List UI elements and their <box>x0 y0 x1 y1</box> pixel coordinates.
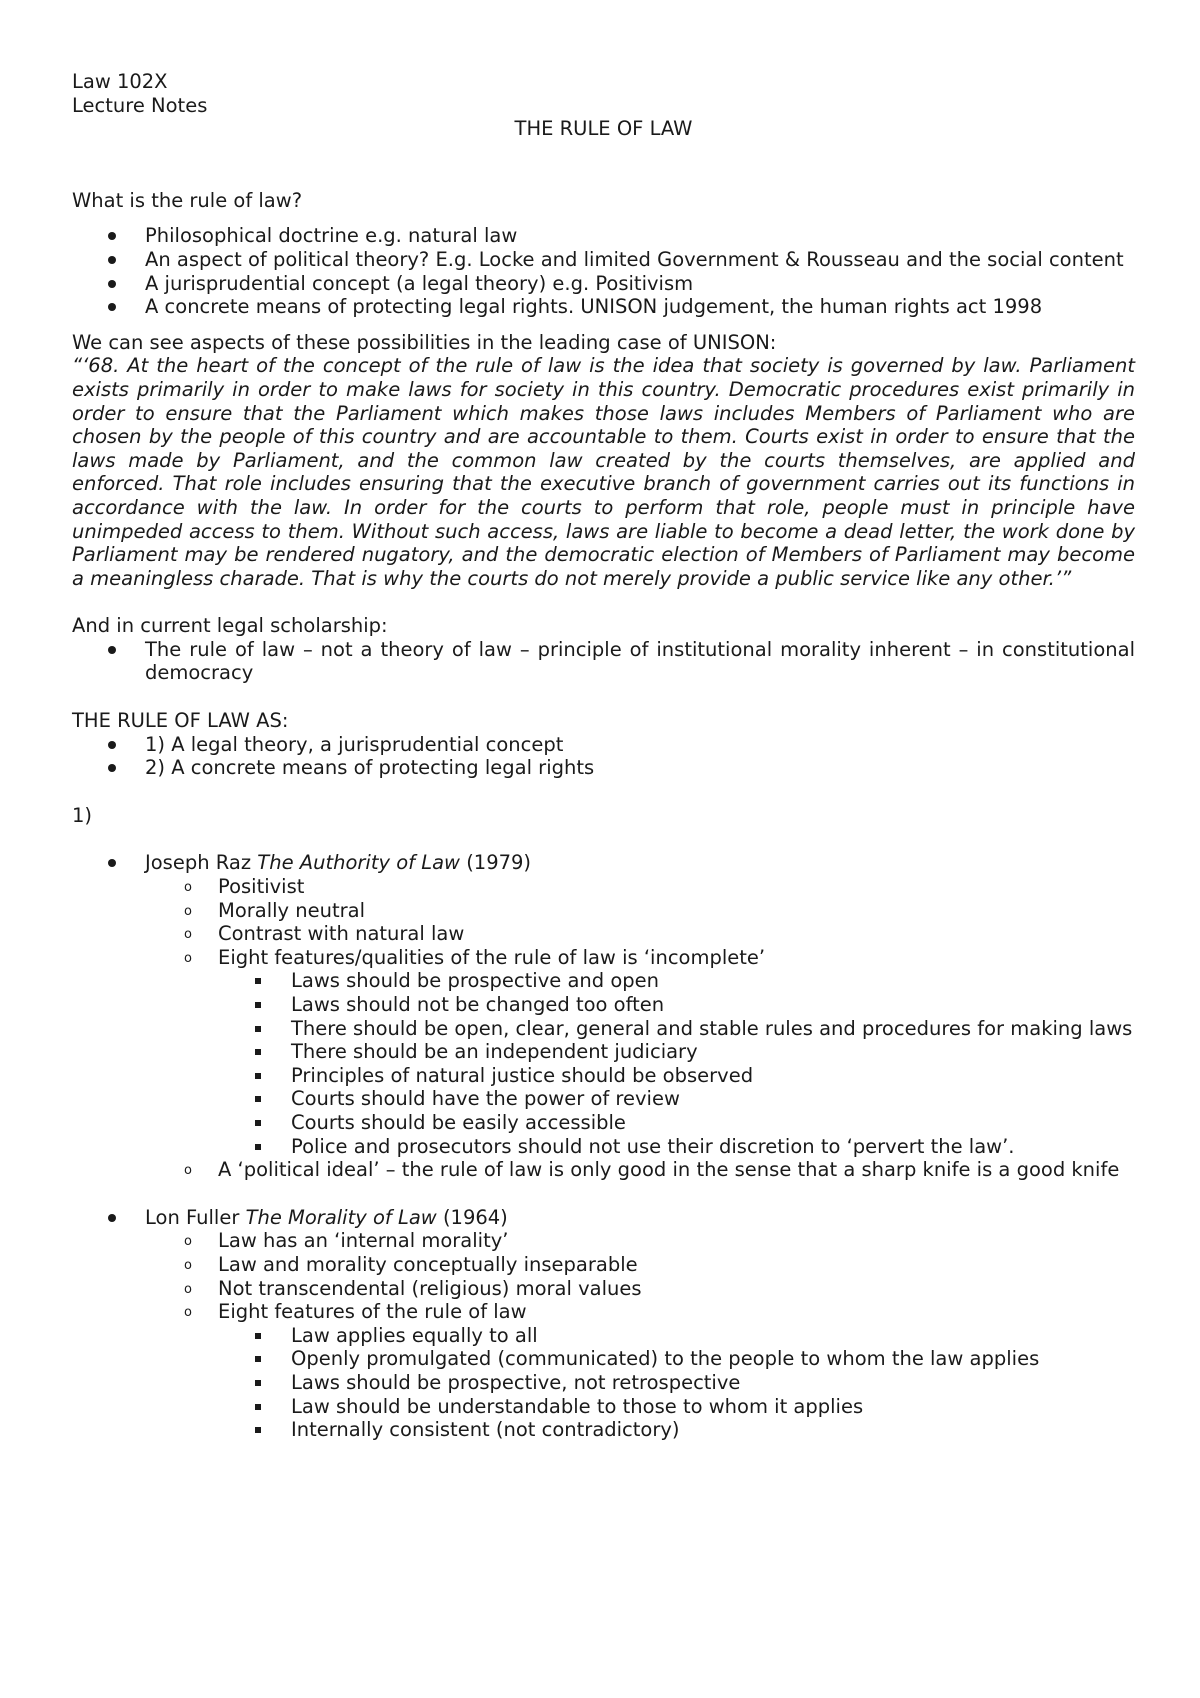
list-item: There should be open, clear, general and stable rules and procedures for making laws <box>291 1016 1133 1040</box>
unison-lead: We can see aspects of these possibilities in the leading case of UNISON: <box>72 330 777 354</box>
part-label: 1) <box>72 803 93 827</box>
list-item-fuller: Lon Fuller The Morality of Law (1964) <box>145 1205 508 1229</box>
document-page <box>72 70 1135 1442</box>
list-item: o Contrast with natural law <box>72 922 1135 946</box>
list-item: A concrete means of protecting legal rights. UNISON judgement, the human rights act 1998 <box>145 295 1043 319</box>
list-item: o Eight features of the rule of law <box>72 1300 1135 1324</box>
list-item: Law should be understandable to those to whom it applies <box>291 1394 864 1418</box>
list-item: 1) A legal theory, a jurisprudential concept <box>145 732 564 756</box>
course-code: Law 102X <box>72 70 168 93</box>
circle-bullet-icon: o <box>184 1163 192 1179</box>
list-item: Internally consistent (not contradictory) <box>291 1418 680 1442</box>
list-item: Law applies equally to all <box>291 1323 538 1347</box>
circle-bullet-icon: o <box>184 903 192 919</box>
intro-list <box>72 224 1135 318</box>
section-heading: THE RULE OF LAW AS: <box>72 709 289 733</box>
circle-bullet-icon: o <box>184 1305 192 1321</box>
list-item: o Positivist <box>72 875 1135 899</box>
list-item: Police and prosecutors should not use their discretion to ‘pervert the law’. <box>291 1134 1015 1158</box>
circle-bullet-icon: o <box>184 1281 192 1297</box>
work-title: The Authority of Law <box>257 851 460 875</box>
list-item: Laws should be prospective and open <box>291 969 659 993</box>
list-item: A jurisprudential concept (a legal theory) e.g. Positivism <box>145 271 694 295</box>
unison-quote: “‘68. At the heart of the concept of the rule of law is the idea that society is governed by law. Parliament exists primarily in order to make laws for society in this country. Democratic procedures exist primarily in order to ensure that the Parliament which makes those laws includes Members of Parliament who are chosen by the people of this country and are accountable to them. Courts exist in order to ensure that the laws made by Parliament, and the common law created by the courts themselves, are applied and enforced. That role includes ensuring that the executive branch of government carries out its functions in accordance with the law. In order for the courts to perform that role, people must in principle have unimpeded access to them. Without such access, laws are liable to become a dead letter, the work done by Parliament may be rendered nugatory, and the democratic election of Members of Parliament may become a meaningless charade. That is why the courts do not merely provide a public service like any other.’” <box>72 354 1135 590</box>
list-item: Laws should be prospective, not retrospective <box>291 1370 741 1394</box>
list-item: 2) A concrete means of protecting legal rights <box>145 756 595 780</box>
circle-bullet-icon: o <box>184 1257 192 1273</box>
list-item: o Eight features/qualities of the rule of law is ‘incomplete’ <box>72 946 1135 970</box>
circle-bullet-icon: o <box>184 880 192 896</box>
page-title: THE RULE OF LAW <box>514 117 693 141</box>
list-item: The rule of law – not a theory of law – principle of institutional morality inherent – in constitutional democracy <box>145 637 1135 685</box>
list-item: Philosophical doctrine e.g. natural law <box>145 224 518 248</box>
list-item: o Law and morality conceptually inseparable <box>72 1253 1135 1277</box>
circle-bullet-icon: o <box>184 927 192 943</box>
list-item: There should be an independent judiciary <box>291 1040 698 1064</box>
list-item: Openly promulgated (communicated) to the people to whom the law applies <box>291 1347 1040 1371</box>
list-item: o A ‘political ideal’ – the rule of law is only good in the sense that a sharp knife is a good knife <box>72 1158 1135 1182</box>
list-item: o Law has an ‘internal morality’ <box>72 1229 1135 1253</box>
circle-bullet-icon: o <box>184 1234 192 1250</box>
scholarship-list <box>72 638 1135 685</box>
circle-bullet-icon: o <box>184 950 192 966</box>
list-item: o Not transcendental (religious) moral values <box>72 1277 1135 1301</box>
work-title: The Morality of Law <box>245 1205 437 1229</box>
list-item: Courts should be easily accessible <box>291 1110 626 1134</box>
list-item-raz: Joseph Raz The Authority of Law (1979) <box>145 851 532 875</box>
list-item: Principles of natural justice should be observed <box>291 1063 754 1087</box>
list-item: Courts should have the power of review <box>291 1087 680 1111</box>
list-item: o Morally neutral <box>72 899 1135 923</box>
document-type: Lecture Notes <box>72 93 208 117</box>
as-list <box>72 733 1135 780</box>
intro-question: What is the rule of law? <box>72 188 303 212</box>
list-item: An aspect of political theory? E.g. Locke and limited Government & Rousseau and the social content <box>145 247 1124 271</box>
fuller-list <box>72 1206 1135 1442</box>
list-item: Laws should not be changed too often <box>291 993 665 1016</box>
raz-list <box>72 851 1135 1181</box>
scholarship-lead: And in current legal scholarship: <box>72 614 388 638</box>
